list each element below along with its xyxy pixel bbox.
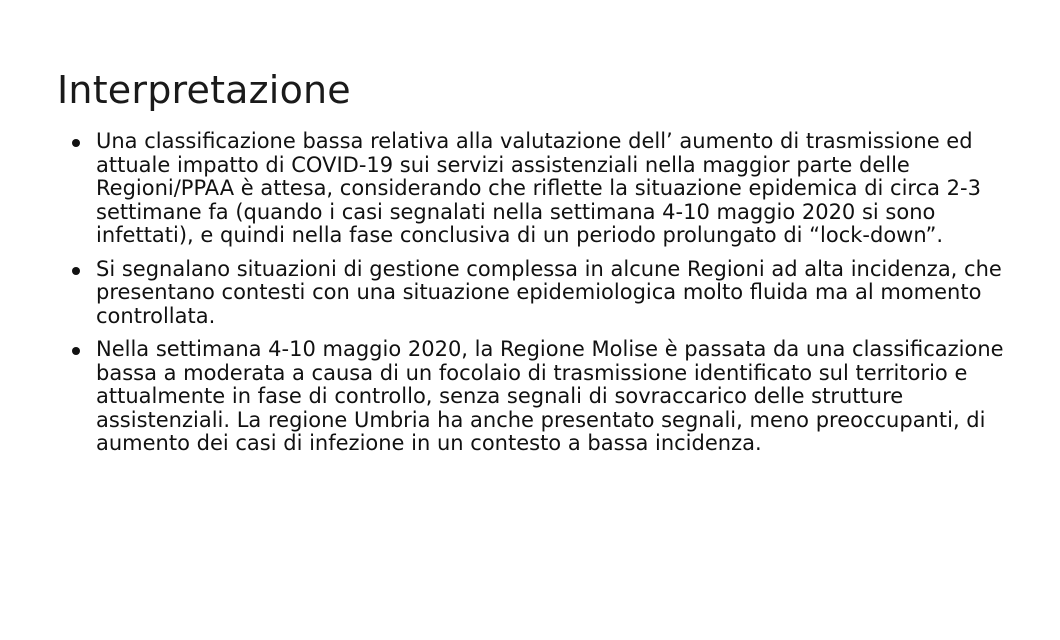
bullet-list (70, 130, 1035, 466)
bullet-dot-icon (72, 267, 80, 275)
bullet-text: Si segnalano situazioni di gestione complessa in alcune Regioni ad alta incidenza, che presentano contesti con una situazione epidemiologica molto fluida ma al momento controllata. (96, 256, 1002, 328)
bullet-text: Nella settimana 4-10 maggio 2020, la Regione Molise è passata da una classificazione bassa a moderata a causa di un focolaio di trasmissione identificato sul territorio e attualmente in fase di controllo, senza segnali di sovraccarico delle strutture assistenziali. La regione Umbria ha anche presentato segnali, meno preoccupanti, di aumento dei casi di infezione in un contesto a bassa incidenza. (96, 337, 1004, 455)
bullet-item-1 (70, 130, 1035, 248)
bullet-item-3 (70, 338, 1035, 456)
bullet-dot-icon (72, 139, 80, 147)
bullet-text: Una classificazione bassa relativa alla valutazione dell’ aumento di trasmissione ed attuale impatto di COVID-19 sui servizi assistenziali nella maggior parte delle Regioni/PPAA è attesa, considerando che riflette la situazione epidemica di circa 2-3 settimane fa (quando i casi segnalati nella settimana 4-10 maggio 2020 si sono infettati), e quindi nella fase conclusiva di un periodo prolungato di “lock-down”. (96, 129, 981, 247)
bullet-dot-icon (72, 347, 80, 355)
slide-title: Interpretazione (57, 68, 351, 112)
bullet-item-2 (70, 258, 1035, 329)
